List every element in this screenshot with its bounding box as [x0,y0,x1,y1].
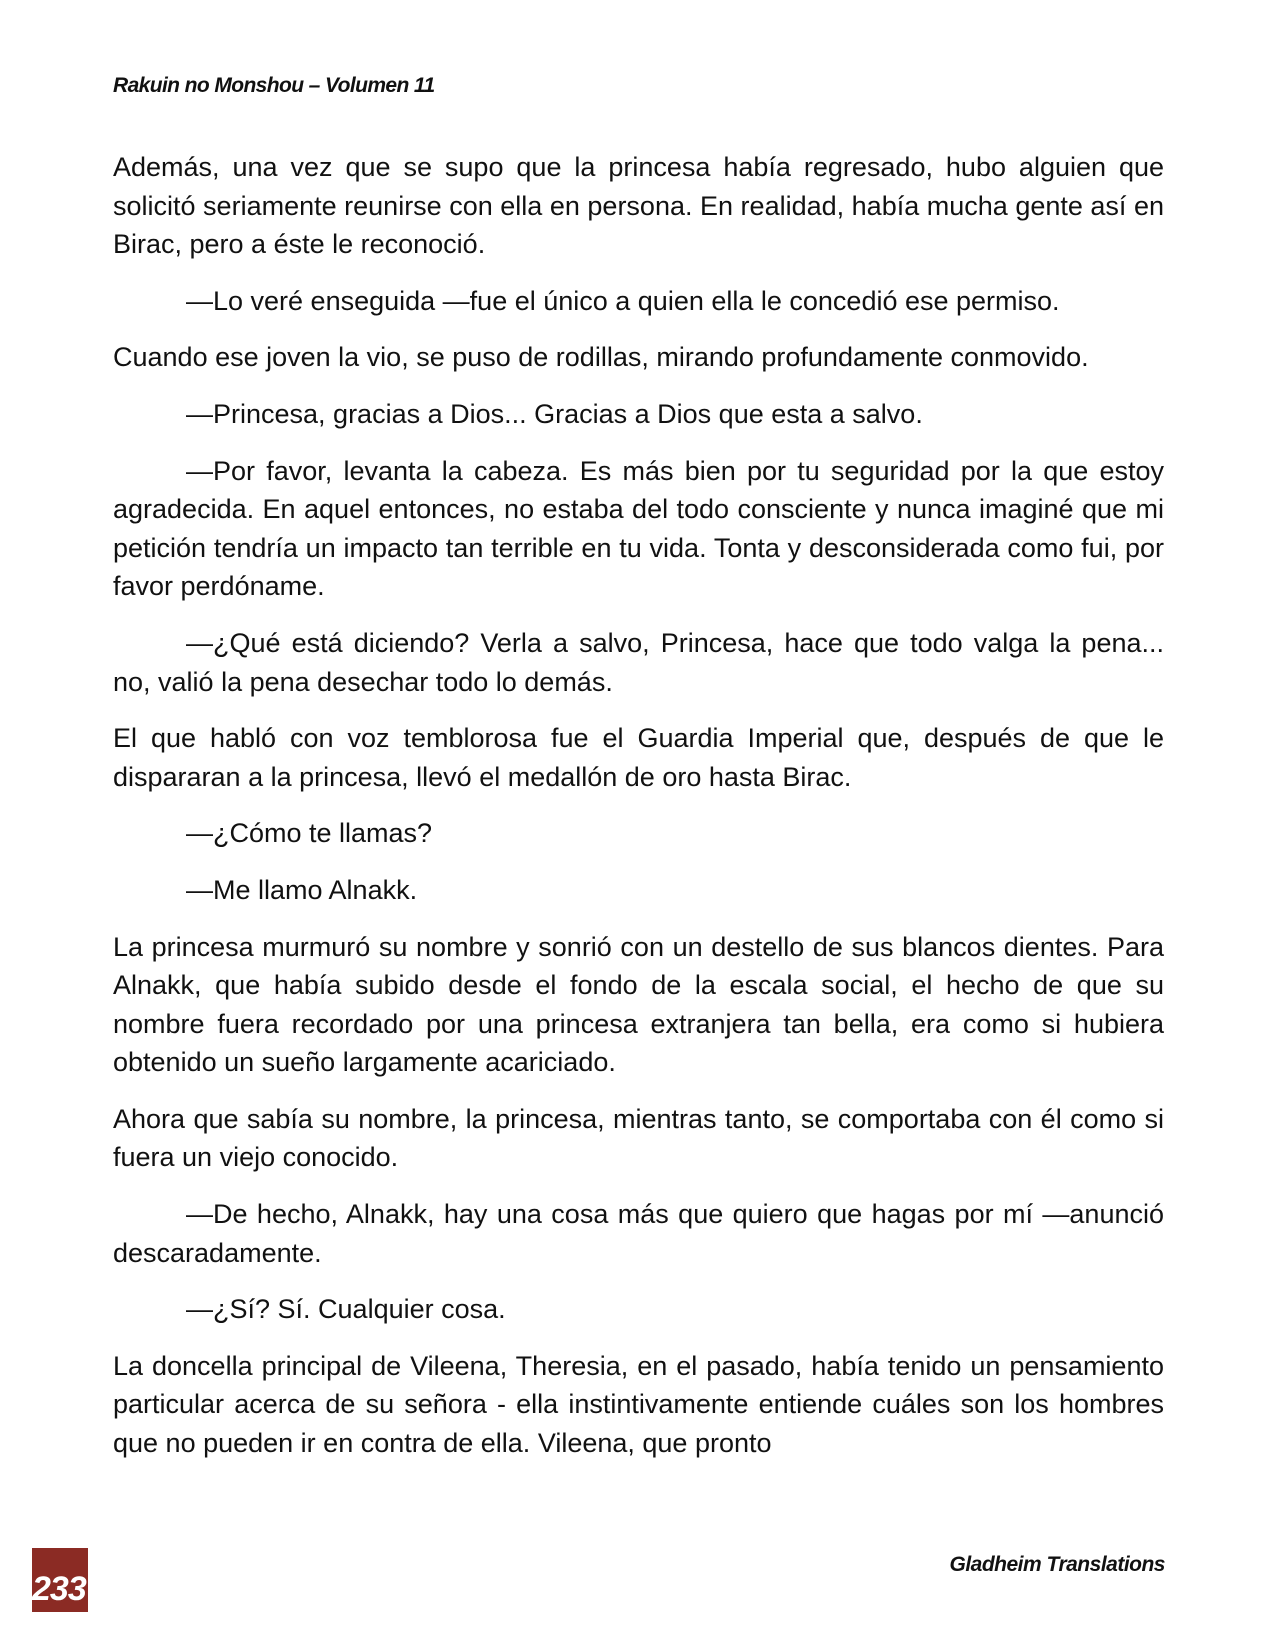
running-footer: Gladheim Translations [949,1553,1165,1576]
dialogue-paragraph: —De hecho, Alnakk, hay una cosa más que quiero que hagas por mí —anunció descaradamente. [113,1199,1164,1268]
paragraph: La princesa murmuró su nombre y sonrió con un destello de sus blancos dientes. Para Alnakk, que había subido desde el fondo de la escala social, el hecho de que su nombre fuera recordado por una princesa extranjera tan bella, era como si hubiera obtenido un sueño largamente acariciado. [113,931,1164,1078]
page-number: 233 [32,1570,86,1608]
dialogue-paragraph: —¿Cómo te llamas? [186,818,433,849]
running-header: Rakuin no Monshou – Volumen 11 [113,74,435,97]
dialogue-paragraph: —Por favor, levanta la cabeza. Es más bien por tu seguridad por la que estoy agradecida. En aquel entonces, no estaba del todo consciente y nunca imaginé que mi petición tendría un impacto tan terrible en tu vida. Tonta y desconsiderada como fui, por favor perdóname. [113,455,1164,602]
paragraph: La doncella principal de Vileena, Theresia, en el pasado, había tenido un pensamiento particular acerca de su señora - ella instintivamente entiende cuáles son los hombres que no pueden ir en contra de ella. Vileena, que pronto [113,1350,1164,1459]
paragraph: Además, una vez que se supo que la princesa había regresado, hubo alguien que solicitó seriamente reunirse con ella en persona. En realidad, había mucha gente así en Birac, pero a éste le reconoció. [113,152,1164,260]
dialogue-paragraph: —Me llamo Alnakk. [186,874,418,905]
body-text [113,148,1164,1481]
dialogue-paragraph: —Lo veré enseguida —fue el único a quien ella le concedió ese permiso. [186,285,1060,316]
dialogue-paragraph: —Princesa, gracias a Dios... Gracias a Dios que esta a salvo. [186,398,923,429]
paragraph: Cuando ese joven la vio, se puso de rodillas, mirando profundamente conmovido. [113,342,1089,373]
dialogue-paragraph: —¿Sí? Sí. Cualquier cosa. [186,1294,506,1325]
paragraph: El que habló con voz temblorosa fue el Guardia Imperial que, después de que le dispararan a la princesa, llevó el medallón de oro hasta Birac. [113,723,1164,792]
paragraph: Ahora que sabía su nombre, la princesa, mientras tanto, se comportaba con él como si fuera un viejo conocido. [113,1103,1164,1173]
dialogue-paragraph: —¿Qué está diciendo? Verla a salvo, Princesa, hace que todo valga la pena... no, valió la pena desechar todo lo demás. [113,627,1164,697]
